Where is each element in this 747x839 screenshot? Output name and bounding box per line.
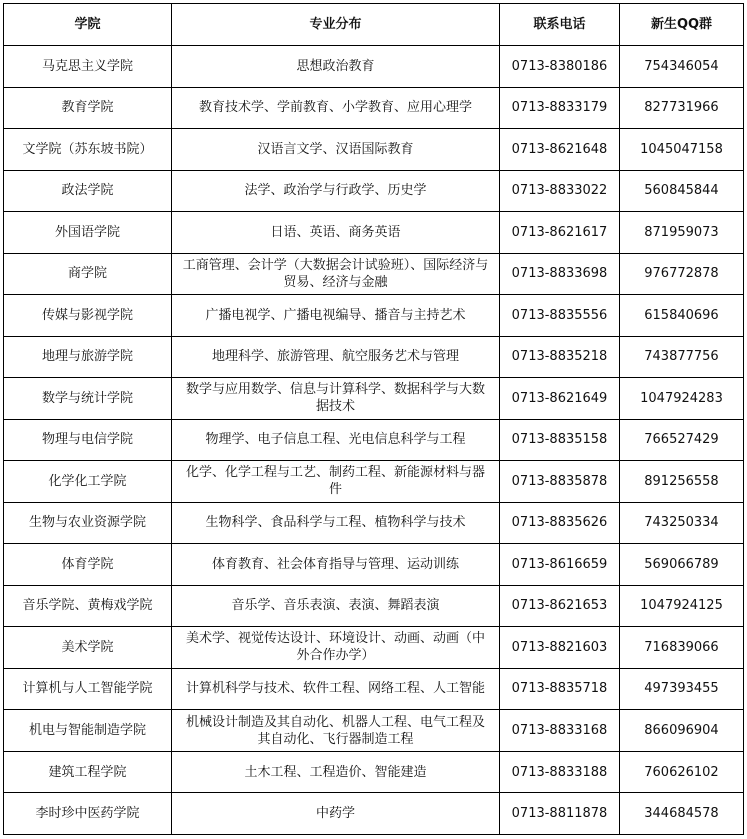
qq-group-cell: 976772878 bbox=[620, 253, 744, 295]
phone-cell: 0713-8616659 bbox=[500, 544, 620, 586]
majors-cell: 广播电视学、广播电视编导、播音与主持艺术 bbox=[172, 295, 500, 337]
majors-cell: 汉语言文学、汉语国际教育 bbox=[172, 129, 500, 171]
table-row bbox=[4, 668, 744, 710]
college-cell: 机电与智能制造学院 bbox=[4, 710, 172, 752]
phone-cell: 0713-8833698 bbox=[500, 253, 620, 295]
table-row bbox=[4, 295, 744, 337]
majors-cell: 法学、政治学与行政学、历史学 bbox=[172, 170, 500, 212]
qq-group-cell: 497393455 bbox=[620, 668, 744, 710]
college-cell: 马克思主义学院 bbox=[4, 46, 172, 88]
table-row bbox=[4, 212, 744, 254]
college-cell: 地理与旅游学院 bbox=[4, 336, 172, 378]
college-cell: 音乐学院、黄梅戏学院 bbox=[4, 585, 172, 627]
table-row bbox=[4, 378, 744, 420]
header-phone: 联系电话 bbox=[500, 4, 620, 46]
table-row bbox=[4, 710, 744, 752]
majors-cell: 化学、化学工程与工艺、制药工程、新能源材料与器件 bbox=[172, 461, 500, 503]
phone-cell: 0713-8833179 bbox=[500, 87, 620, 129]
college-cell: 建筑工程学院 bbox=[4, 751, 172, 793]
table-row bbox=[4, 419, 744, 461]
header-college: 学院 bbox=[4, 4, 172, 46]
table-row bbox=[4, 544, 744, 586]
phone-cell: 0713-8835718 bbox=[500, 668, 620, 710]
header-majors: 专业分布 bbox=[172, 4, 500, 46]
table-row bbox=[4, 793, 744, 835]
college-cell: 物理与电信学院 bbox=[4, 419, 172, 461]
table-row bbox=[4, 170, 744, 212]
qq-group-cell: 754346054 bbox=[620, 46, 744, 88]
majors-cell: 机械设计制造及其自动化、机器人工程、电气工程及其自动化、飞行器制造工程 bbox=[172, 710, 500, 752]
qq-group-cell: 716839066 bbox=[620, 627, 744, 669]
phone-cell: 0713-8811878 bbox=[500, 793, 620, 835]
college-cell: 教育学院 bbox=[4, 87, 172, 129]
majors-cell: 地理科学、旅游管理、航空服务艺术与管理 bbox=[172, 336, 500, 378]
qq-group-cell: 760626102 bbox=[620, 751, 744, 793]
phone-cell: 0713-8833188 bbox=[500, 751, 620, 793]
qq-group-cell: 866096904 bbox=[620, 710, 744, 752]
majors-cell: 日语、英语、商务英语 bbox=[172, 212, 500, 254]
majors-cell: 美术学、视觉传达设计、环境设计、动画、动画（中外合作办学） bbox=[172, 627, 500, 669]
qq-group-cell: 1045047158 bbox=[620, 129, 744, 171]
college-cell: 数学与统计学院 bbox=[4, 378, 172, 420]
college-cell: 政法学院 bbox=[4, 170, 172, 212]
majors-cell: 体育教育、社会体育指导与管理、运动训练 bbox=[172, 544, 500, 586]
phone-cell: 0713-8833168 bbox=[500, 710, 620, 752]
qq-group-cell: 827731966 bbox=[620, 87, 744, 129]
qq-group-cell: 743877756 bbox=[620, 336, 744, 378]
qq-group-cell: 766527429 bbox=[620, 419, 744, 461]
majors-cell: 物理学、电子信息工程、光电信息科学与工程 bbox=[172, 419, 500, 461]
college-cell: 生物与农业资源学院 bbox=[4, 502, 172, 544]
phone-cell: 0713-8380186 bbox=[500, 46, 620, 88]
table-row bbox=[4, 585, 744, 627]
table-row bbox=[4, 751, 744, 793]
phone-cell: 0713-8621649 bbox=[500, 378, 620, 420]
table-row bbox=[4, 87, 744, 129]
phone-cell: 0713-8621653 bbox=[500, 585, 620, 627]
phone-cell: 0713-8835158 bbox=[500, 419, 620, 461]
qq-group-cell: 891256558 bbox=[620, 461, 744, 503]
phone-cell: 0713-8835626 bbox=[500, 502, 620, 544]
majors-cell: 工商管理、会计学（大数据会计试验班）、国际经济与贸易、经济与金融 bbox=[172, 253, 500, 295]
phone-cell: 0713-8835218 bbox=[500, 336, 620, 378]
college-cell: 文学院（苏东坡书院） bbox=[4, 129, 172, 171]
qq-group-cell: 1047924125 bbox=[620, 585, 744, 627]
table-row bbox=[4, 129, 744, 171]
majors-cell: 土木工程、工程造价、智能建造 bbox=[172, 751, 500, 793]
header-qq-group: 新生QQ群 bbox=[620, 4, 744, 46]
majors-cell: 数学与应用数学、信息与计算科学、数据科学与大数据技术 bbox=[172, 378, 500, 420]
phone-cell: 0713-8835556 bbox=[500, 295, 620, 337]
college-cell: 外国语学院 bbox=[4, 212, 172, 254]
qq-group-cell: 344684578 bbox=[620, 793, 744, 835]
qq-group-cell: 569066789 bbox=[620, 544, 744, 586]
majors-cell: 音乐学、音乐表演、表演、舞蹈表演 bbox=[172, 585, 500, 627]
majors-cell: 教育技术学、学前教育、小学教育、应用心理学 bbox=[172, 87, 500, 129]
phone-cell: 0713-8833022 bbox=[500, 170, 620, 212]
table-row bbox=[4, 253, 744, 295]
college-cell: 商学院 bbox=[4, 253, 172, 295]
phone-cell: 0713-8621617 bbox=[500, 212, 620, 254]
table-row bbox=[4, 627, 744, 669]
majors-cell: 思想政治教育 bbox=[172, 46, 500, 88]
phone-cell: 0713-8621648 bbox=[500, 129, 620, 171]
qq-group-cell: 560845844 bbox=[620, 170, 744, 212]
majors-cell: 生物科学、食品科学与工程、植物科学与技术 bbox=[172, 502, 500, 544]
college-cell: 计算机与人工智能学院 bbox=[4, 668, 172, 710]
table-row bbox=[4, 502, 744, 544]
table-row bbox=[4, 461, 744, 503]
qq-group-cell: 743250334 bbox=[620, 502, 744, 544]
majors-cell: 计算机科学与技术、软件工程、网络工程、人工智能 bbox=[172, 668, 500, 710]
college-contact-table bbox=[3, 3, 744, 835]
table-row bbox=[4, 336, 744, 378]
table-header-row bbox=[4, 4, 744, 46]
college-cell: 美术学院 bbox=[4, 627, 172, 669]
qq-group-cell: 871959073 bbox=[620, 212, 744, 254]
table-row bbox=[4, 46, 744, 88]
majors-cell: 中药学 bbox=[172, 793, 500, 835]
table-body bbox=[4, 46, 744, 835]
phone-cell: 0713-8821603 bbox=[500, 627, 620, 669]
college-cell: 传媒与影视学院 bbox=[4, 295, 172, 337]
college-cell: 李时珍中医药学院 bbox=[4, 793, 172, 835]
qq-group-cell: 1047924283 bbox=[620, 378, 744, 420]
college-cell: 体育学院 bbox=[4, 544, 172, 586]
college-cell: 化学化工学院 bbox=[4, 461, 172, 503]
phone-cell: 0713-8835878 bbox=[500, 461, 620, 503]
qq-group-cell: 615840696 bbox=[620, 295, 744, 337]
